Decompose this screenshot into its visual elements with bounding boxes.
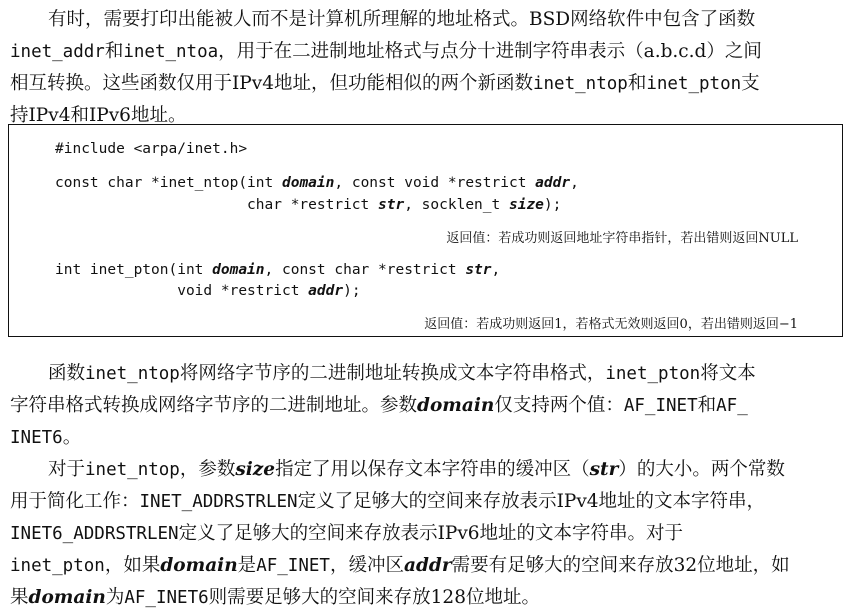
code-text: , socklen_t bbox=[404, 197, 509, 213]
text: ，如果 bbox=[104, 555, 161, 576]
param-domain: domain bbox=[281, 175, 335, 191]
code-text: , const void *restrict bbox=[334, 175, 536, 191]
code-text: ); bbox=[543, 197, 562, 213]
inline-code: AF_INET bbox=[623, 396, 698, 416]
text: 相互转换。这些函数仅用于IPv4地址，但功能相似的两个新函数 bbox=[10, 73, 533, 94]
detail-line-2 bbox=[10, 486, 845, 518]
text: 用于简化工作： bbox=[10, 491, 140, 512]
param-addr: addr bbox=[535, 175, 571, 191]
inet-pton-prototype-line-2 bbox=[55, 281, 361, 301]
intro-paragraph bbox=[10, 4, 845, 132]
inet-ntop-return-note: 返回值：若成功则返回地址字符串指针，若出错则返回NULL bbox=[446, 231, 798, 246]
inline-code: inet_ntoa bbox=[123, 42, 219, 62]
param-addr: addr bbox=[403, 555, 452, 576]
text: 和 bbox=[627, 73, 647, 94]
code-text: ); bbox=[343, 283, 361, 299]
text: 和 bbox=[697, 395, 717, 416]
param-domain: domain bbox=[212, 262, 265, 278]
text: 指定了用以保存文本字符串的缓冲区（ bbox=[275, 459, 590, 480]
inline-code: inet_ntop bbox=[85, 460, 180, 480]
param-domain: domain bbox=[28, 587, 106, 608]
text: 对于 bbox=[48, 459, 86, 480]
text: 是 bbox=[237, 555, 257, 576]
inline-code: AF_ bbox=[716, 396, 748, 416]
param-str: str bbox=[378, 197, 405, 213]
inet-pton-prototype-line-1 bbox=[55, 260, 500, 280]
intro-line-4: 持IPv4和IPv6地址。 bbox=[10, 105, 187, 126]
desc-line-2 bbox=[10, 390, 845, 422]
text: ，缓冲区 bbox=[329, 555, 404, 576]
code-text: char *restrict bbox=[55, 197, 379, 213]
function-prototype-box bbox=[8, 124, 843, 337]
text: ，用于在二进制地址格式与点分十进制字符串表示（a.b.c.d）之间 bbox=[218, 41, 762, 62]
param-str: str bbox=[589, 459, 619, 480]
include-line: #include <arpa/inet.h> bbox=[55, 141, 248, 157]
intro-line-1: 有时，需要打印出能被人而不是计算机所理解的地址格式。BSD网络软件中包含了函数 bbox=[48, 9, 756, 30]
text: 函数 bbox=[48, 363, 86, 384]
code-text: , bbox=[491, 262, 501, 278]
inline-code: inet_pton bbox=[646, 74, 742, 94]
text: 。 bbox=[62, 427, 82, 448]
text: 定义了足够大的空间来存放表示IPv4地址的文本字符串， bbox=[297, 491, 766, 512]
param-size: size bbox=[508, 197, 544, 213]
code-text: , const char *restrict bbox=[264, 262, 466, 278]
desc-line-1 bbox=[10, 358, 845, 390]
text: ）的大小。两个常数 bbox=[618, 459, 785, 480]
inline-code: INET6_ADDRSTRLEN bbox=[10, 524, 179, 544]
text: 果 bbox=[10, 587, 29, 608]
inline-code: AF_INET bbox=[256, 556, 330, 576]
text: 将文本 bbox=[700, 363, 756, 384]
inline-code: INET6 bbox=[10, 428, 63, 448]
code-text: , bbox=[570, 175, 579, 191]
inet-pton-return-note: 返回值：若成功则返回1，若格式无效则返回0，若出错则返回−1 bbox=[424, 317, 798, 332]
text: ，参数 bbox=[179, 459, 236, 480]
inline-code: inet_ntop bbox=[85, 364, 180, 384]
intro-line-3 bbox=[10, 68, 845, 100]
text: 字符串格式转换成网络字节序的二进制地址。参数 bbox=[10, 395, 418, 416]
detail-line-3 bbox=[10, 518, 845, 550]
code-text: int inet_pton(int bbox=[55, 262, 213, 278]
text: 定义了足够大的空间来存放表示IPv6地址的文本字符串。对于 bbox=[178, 523, 684, 544]
inline-code: inet_pton bbox=[605, 364, 701, 384]
desc-line-3 bbox=[10, 422, 845, 454]
text: 支 bbox=[741, 73, 760, 94]
inline-code: inet_ntop bbox=[532, 74, 628, 94]
inline-code: INET_ADDRSTRLEN bbox=[139, 492, 298, 512]
description-paragraph bbox=[10, 358, 845, 454]
text: 和 bbox=[104, 41, 124, 62]
intro-line-2 bbox=[10, 36, 845, 68]
text: 仅支持两个值： bbox=[494, 395, 624, 416]
inet-ntop-prototype-line-1 bbox=[55, 173, 579, 193]
detail-line-5 bbox=[10, 582, 845, 614]
param-domain: domain bbox=[417, 395, 495, 416]
inet-ntop-prototype-line-2 bbox=[55, 195, 561, 215]
param-addr: addr bbox=[308, 283, 344, 299]
code-text: const char *inet_ntop(int bbox=[55, 175, 282, 191]
param-size: size bbox=[235, 459, 276, 480]
inline-code: inet_pton bbox=[10, 556, 105, 576]
param-domain: domain bbox=[160, 555, 238, 576]
detail-line-4 bbox=[10, 550, 845, 582]
text: 需要有足够大的空间来存放32位地址，如 bbox=[451, 555, 790, 576]
param-str: str bbox=[465, 262, 492, 278]
detail-line-1 bbox=[10, 454, 845, 486]
text: 则需要足够大的空间来存放128位地址。 bbox=[208, 587, 540, 608]
text: 为 bbox=[105, 587, 125, 608]
inline-code: inet_addr bbox=[10, 42, 105, 62]
text: 将网络字节序的二进制地址转换成文本字符串格式， bbox=[179, 363, 606, 384]
code-text: void *restrict bbox=[55, 283, 309, 299]
inline-code: AF_INET6 bbox=[124, 588, 209, 608]
details-paragraph bbox=[10, 454, 845, 614]
